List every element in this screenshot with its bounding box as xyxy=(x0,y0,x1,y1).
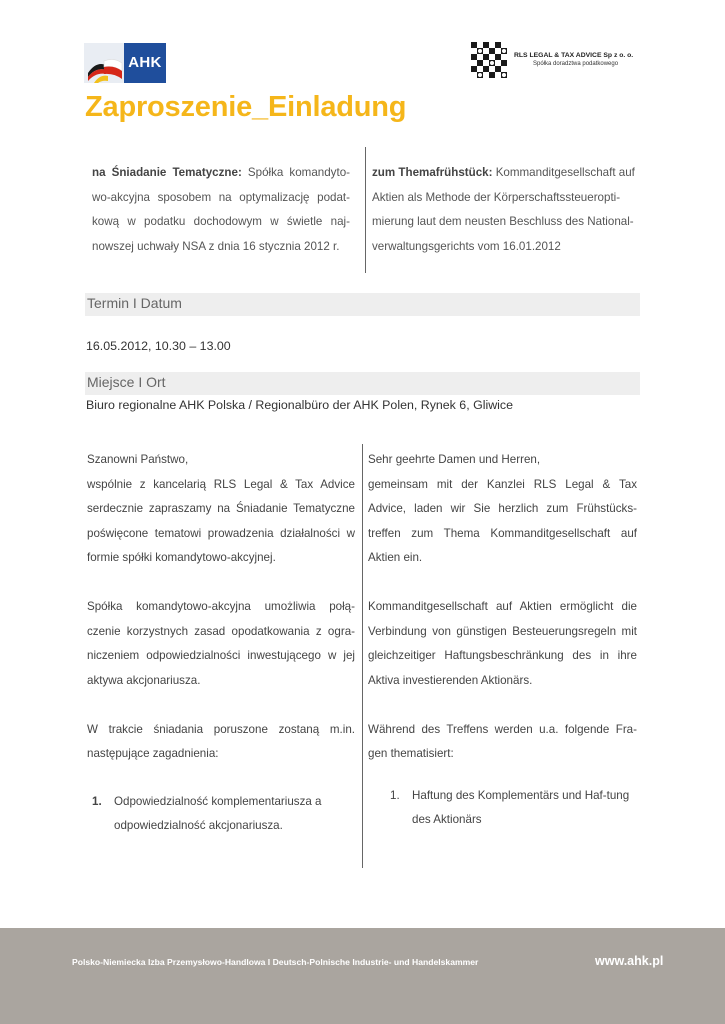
section-bar-miejsce xyxy=(85,372,640,395)
paragraph-polish-1: wspólnie z kancelarią RLS Legal & Tax Advice serdecznie zapraszamy na Śniadanie Tematyczne poświęcone tematowi prowadzenia działalności w formie spółki komandytowo-akcyjnej. xyxy=(87,477,355,564)
list-number-german: 1. xyxy=(390,789,400,802)
intro-divider xyxy=(365,147,366,273)
miejsce-value: Biuro regionalne AHK Polska / Regionalbüro der AHK Polen, Rynek 6, Gliwice xyxy=(86,398,514,412)
intro-polish-label: na Śniadanie Tematyczne: xyxy=(92,166,242,179)
paragraph-german-3: Während des Treffens werden u.a. folgende Fra-gen thematisiert: xyxy=(368,722,637,760)
list-item-polish: Odpowiedzialność komplementariusza a odpowiedzialność akcjonariusza. xyxy=(114,795,322,832)
list-number-polish: 1. xyxy=(92,795,102,808)
intro-german xyxy=(372,161,646,259)
paragraph-polish-2: Spółka komandytowo-akcyjna umożliwia połą-czenie korzystnych zasad opodatkowania z ogra-niczeniem odpowiedzialności inwestującego w jej aktywa akcjonariusza. xyxy=(87,600,355,687)
paragraph-german-1: gemeinsam mit der Kanzlei RLS Legal & Tax Advice, laden wir Sie herzlich zum Frühstücks-treffen zum Thema Kommanditgesellschaft auf Aktien ein. xyxy=(368,477,637,564)
intro-german-text: Kommanditgesellschaft auf Aktien als Methode der Körperschaftssteueropti-mierung laut dem neusten Beschluss des National-verwaltungsgerichts vom 16.01.2012 xyxy=(372,166,635,253)
greeting-polish: Szanowni Państwo, xyxy=(87,453,189,466)
flag-icon xyxy=(84,43,124,83)
intro-german-label: zum Themafrühstück: xyxy=(372,166,493,179)
paragraph-polish-3: W trakcie śniadania poruszone zostaną m.in. następujące zagadnienia: xyxy=(87,722,355,760)
list-item-german: Haftung des Komplementärs und Haf-tung des Aktionärs xyxy=(412,789,630,826)
section-bar-termin xyxy=(85,293,640,316)
rls-logo-subtitle: Spółka doradztwa podatkowego xyxy=(533,61,619,67)
ahk-logo xyxy=(84,43,166,83)
page-title: Zaproszenie_Einladung xyxy=(85,91,407,123)
body-divider xyxy=(362,444,363,868)
body-polish xyxy=(87,448,355,767)
body-german xyxy=(368,448,637,767)
intro-polish xyxy=(92,161,350,259)
paragraph-german-2: Kommanditgesellschaft auf Aktien ermöglicht die Verbindung von günstigen Besteuerungsregeln mit gleichzeitiger Haftungsbeschränkung des in ihre Aktiva investierenden Aktionärs. xyxy=(368,600,637,687)
footer-website-link[interactable]: www.ahk.pl xyxy=(595,954,664,968)
greeting-german: Sehr geehrte Damen und Herren, xyxy=(368,453,541,466)
rls-logo xyxy=(471,42,641,80)
rls-logo-name: RLS LEGAL & TAX ADVICE Sp z o. o. xyxy=(514,52,634,59)
termin-value: 16.05.2012, 10.30 – 13.00 xyxy=(86,339,231,353)
footer xyxy=(0,928,725,1024)
ahk-logo-text: AHK xyxy=(124,43,166,83)
termin-label: Termin I Datum xyxy=(87,295,182,311)
rls-logo-icon xyxy=(471,42,509,80)
footer-chamber-name: Polsko-Niemiecka Izba Przemysłowo-Handlowa I Deutsch-Polnische Industrie- und Handelskammer xyxy=(72,957,479,967)
intro-polish-text: Spółka komandyto-wo-akcyjna sposobem na optymalizację podat-kową w podatku dochodowym w świetle naj-nowszej uchwały NSA z dnia 16 stycznia 2012 r. xyxy=(92,166,351,253)
miejsce-label: Miejsce I Ort xyxy=(87,374,166,390)
